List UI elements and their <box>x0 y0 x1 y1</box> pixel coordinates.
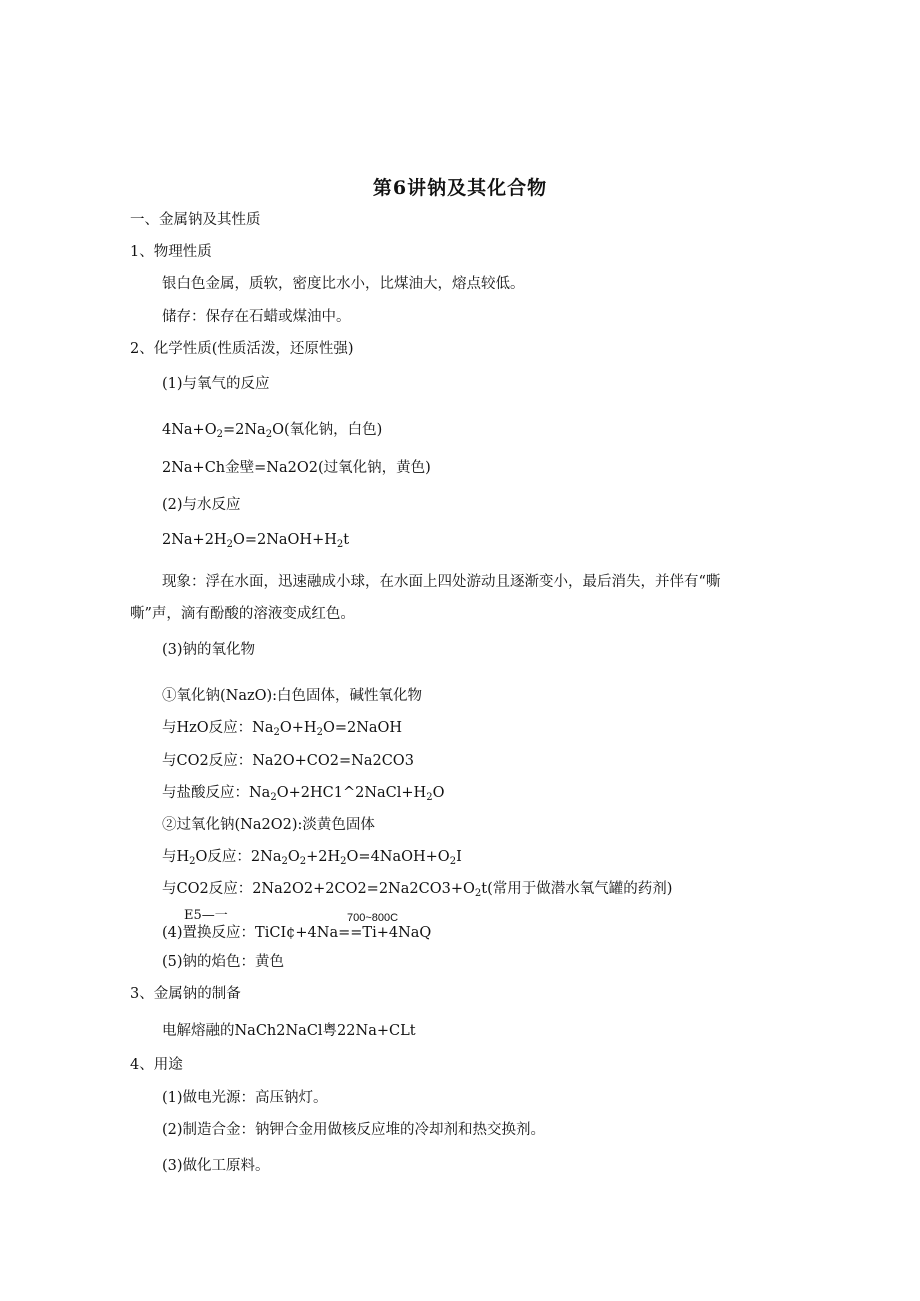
displacement-note-left: E5—一 <box>184 908 228 923</box>
use-item-2: (2)制造合金：钠钾合金用做核反应堆的冷却剂和热交换剂。 <box>162 1122 546 1138</box>
page-title: 第6讲钠及其化合物 <box>372 177 548 199</box>
equation-water: $2Na+2H_2O=2NaOH+H_2t$ <box>162 532 350 550</box>
storage-text: 储存：保存在石蜡或煤油中。 <box>162 309 351 325</box>
na2o2-water-eq: 与$H_2O$反应：$2Na_2O_2+2H_2O=4NaOH+O_2I$ <box>162 849 462 867</box>
physical-properties-text: 银白色金属，质软，密度比水小，比煤油大，熔点较低。 <box>162 276 525 292</box>
section-heading-1: 一、金属钠及其性质 <box>130 212 261 228</box>
use-item-1: (1)做电光源：高压钠灯。 <box>162 1090 328 1106</box>
subheading-physical: 1、物理性质 <box>130 244 212 260</box>
subheading-uses: 4、用途 <box>130 1057 183 1073</box>
flame-color: (5)钠的焰色：黄色 <box>162 954 285 970</box>
preparation-eq: 电解熔融的NaCh2NaCl粤22Na+CLt <box>162 1023 416 1039</box>
sodium-oxide-desc: ①氧化钠(NazO):白色固体，碱性氧化物 <box>162 688 423 704</box>
phenomenon-line-1: 现象：浮在水面，迅速融成小球，在水面上四处游动且逐渐变小，最后消失，并伴有“嘶 <box>162 574 721 590</box>
phenomenon-line-2: 嘶”声，滴有酚酸的溶液变成红色。 <box>130 606 355 622</box>
water-reaction-heading: (2)与水反应 <box>162 497 241 513</box>
oxides-heading: (3)钠的氧化物 <box>162 642 256 658</box>
equation-na2o2: 2Na+Ch金壁=Na2O2(过氧化钠，黄色) <box>162 460 431 476</box>
sodium-peroxide-desc: ②过氧化钠(Na2O2):淡黄色固体 <box>162 817 375 833</box>
oxygen-reaction-heading: (1)与氧气的反应 <box>162 376 270 392</box>
subheading-chemical: 2、化学性质(性质活泼，还原性强) <box>130 341 354 357</box>
na2o2-co2-eq: 与CO2反应：$2Na2O2+2CO2=2Na2CO3+O_2t$(常用于做潜水氧气罐的药剂) <box>162 881 673 899</box>
use-item-3: (3)做化工原料。 <box>162 1158 270 1174</box>
na2o-co2-eq: 与CO2反应：Na2O+CO2=Na2CO3 <box>162 753 414 769</box>
na2o-water-eq: 与HzO反应：$Na_2O+H_2O=2NaOH$ <box>162 720 403 738</box>
displacement-reaction: (4)置换反应：TiCI¢+4Na==Ti+4NaQ <box>162 925 432 941</box>
subheading-preparation: 3、金属钠的制备 <box>130 986 241 1002</box>
displacement-condition: 700~800C <box>347 912 399 924</box>
equation-na2o: $4Na+O_2=2Na_2O$(氧化钠，白色) <box>162 422 383 440</box>
na2o-hcl-eq: 与盐酸反应：$Na_2O+2HC1\^{}2NaCl+H_2O$ <box>162 785 445 803</box>
